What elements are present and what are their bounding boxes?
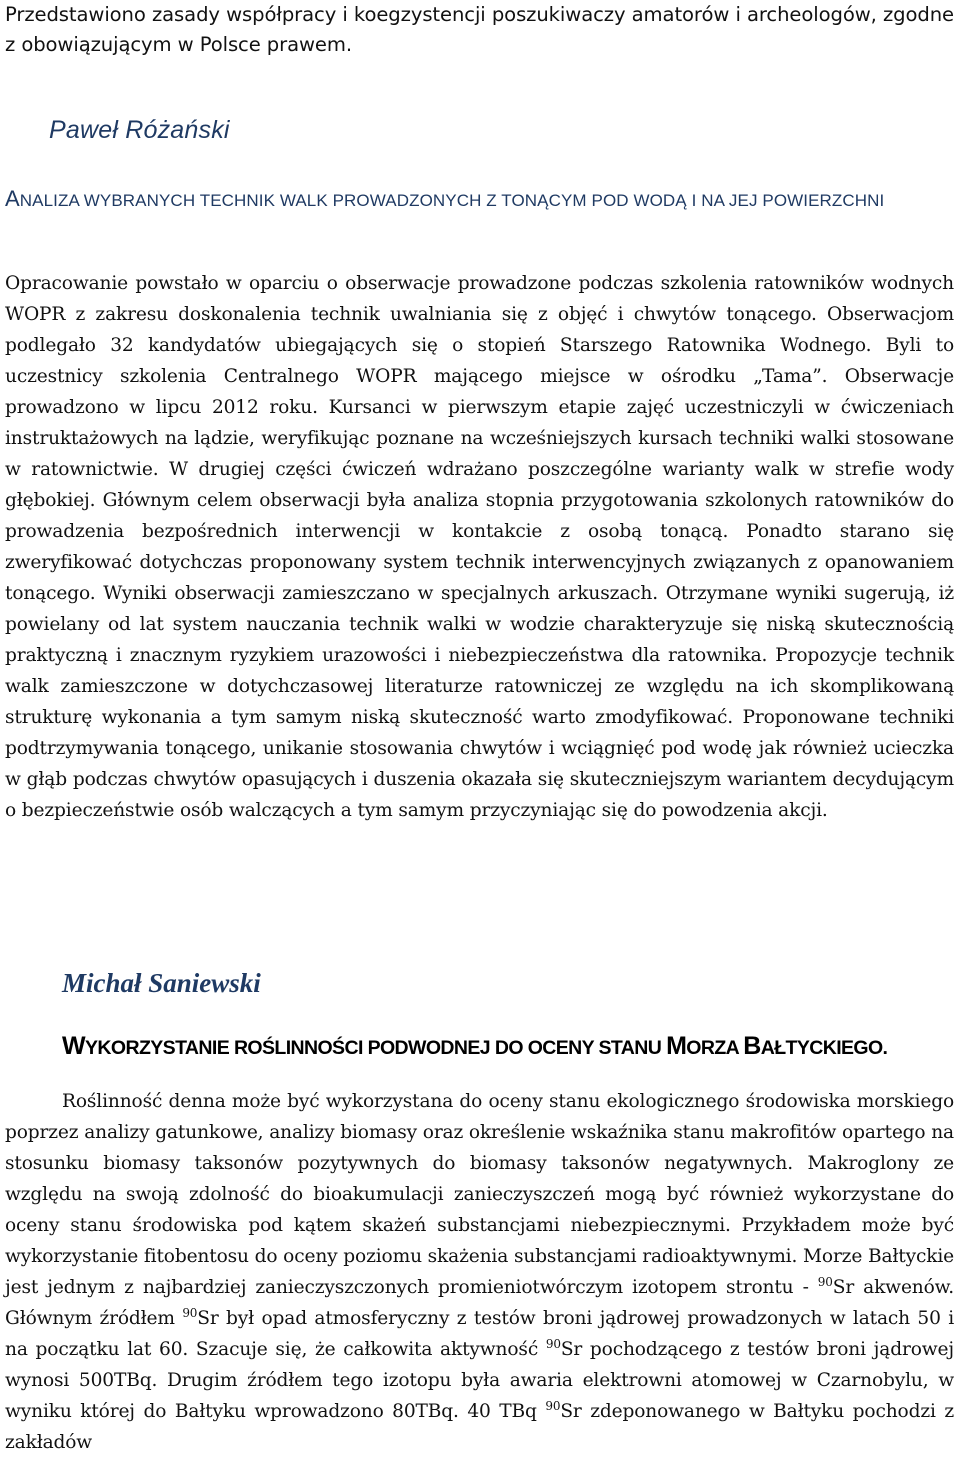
- abstract-text-segment: Sr akwenów. Głównym źródłem: [5, 1277, 954, 1329]
- article1-title-rest: NALIZA WYBRANYCH TECHNIK WALK PROWADZONYCH Z TONĄCYM POD WODĄ I NA JEJ POWIERZCHNI: [19, 191, 885, 210]
- isotope-superscript: 90: [182, 1306, 198, 1320]
- article1-title-initial: A: [5, 186, 20, 211]
- article2-title-part: B: [743, 1032, 761, 1060]
- article1-abstract: Opracowanie powstało w oparciu o obserwacje prowadzone podczas szkolenia ratowników wodnych WOPR z zakresu doskonalenia technik uwalniania się z objęć i chwytów tonącego. Obserwacjom podlegało 32 kandydatów ubiegających się o stopień Starszego Ratownika Wodnego. Byli to uczestnicy szkolenia Centralnego WOPR mającego miejsce w ośrodku „Tama”. Obserwacje prowadzono w lipcu 2012 roku. Kursanci w pierwszym etapie zajęć uczestniczyli w ćwiczeniach instruktażowych na lądzie, weryfikując poznane na wcześniejszych kursach techniki walki stosowane w ratownictwie. W drugiej części ćwiczeń wdrażano poszczególne warianty walk w strefie wody głębokiej. Głównym celem obserwacji była analiza stopnia przygotowania szkolonych ratowników do prowadzenia bezpośrednich interwencji w kontakcie z osobą tonącą. Ponadto starano się zweryfikować dotychczas proponowany system technik interwencyjnych związanych z opanowaniem tonącego. Wyniki obserwacji zamieszczano w specjalnych arkuszach. Otrzymane wyniki sugerują, iż powielany od lat system nauczania technik walki w wodzie charakteryzuje się niską skutecznością praktyczną i znacznym ryzykiem urazowości i niebezpieczeństwa dla ratownika. Propozycje technik walk zamieszczone w dotychczasowej literaturze ratowniczej ze względu na ich skomplikowaną strukturę wykonania a tym samym niską skuteczność warto zmodyfikować. Proponowane techniki podtrzymywania tonącego, unikanie stosowania chwytów i wciągnięć pod wodę jak również ucieczka w głąb podczas chwytów opasujących i duszenia okazała się skuteczniejszym wariantem decydującym o bezpieczeństwie osób walczących a tym samym przyczyniając się do powodzenia akcji.: [5, 273, 954, 821]
- article2-title-part: YKORZYSTANIE: [85, 1037, 234, 1059]
- article1-author: Paweł Różański: [49, 116, 230, 144]
- article2-abstract: [5, 1086, 954, 1458]
- article2-title-part: M: [666, 1032, 687, 1060]
- isotope-superscript: 90: [545, 1337, 561, 1351]
- intro-paragraph: Przedstawiono zasady współpracy i koegzystencji poszukiwaczy amatorów i archeologów, zgodne z obowiązującym w Polsce prawem.: [5, 3, 954, 56]
- abstract-text-segment: Sr był opad atmosferyczny z testów broni jądrowej prowadzonych w latach 50 i na początku lat 60. Szacuje się, że całkowita aktywność: [5, 1308, 954, 1360]
- article2-title: [62, 1032, 887, 1061]
- article2-title-part: ORZA: [686, 1037, 744, 1059]
- article2-author: Michał Saniewski: [62, 968, 261, 998]
- isotope-superscript: 90: [545, 1399, 561, 1413]
- abstract-text-segment: Sr zdeponowanego w Bałtyku pochodzi z zakładów: [5, 1401, 954, 1453]
- article2-title-part: AŁTYCKIEGO.: [760, 1037, 888, 1059]
- abstract-text-segment: Roślinność denna może być wykorzystana do oceny stanu ekologicznego środowiska morskiego poprzez analizy gatunkowe, analizy biomasy oraz określenie wskaźnika stanu makrofitów opartego na stosunku biomasy taksonów pozytywnych do biomasy taksonów negatywnych. Makroglony ze względu na swoją zdolność do bioakumulacji zanieczyszczeń mogą być również wykorzystane do oceny stanu środowiska pod kątem skażeń substancjami niebezpiecznymi. Przykładem może być wykorzystanie fitobentosu do oceny poziomu skażenia substancjami radioaktywnymi. Morze Bałtyckie jest jednym z najbardziej zanieczyszczonych promieniotwórczym izotopem strontu -: [5, 1091, 954, 1298]
- abstract-text-segment: Sr pochodzącego z testów broni jądrowej wynosi 500TBq. Drugim źródłem tego izotopu była awaria elektrowni atomowej w Czarnobylu, w wyniku której do Bałtyku wprowadzono 80TBq. 40 TBq: [5, 1339, 954, 1422]
- article2-title-part: W: [62, 1032, 85, 1060]
- article1-title: [5, 180, 954, 220]
- document-page: [5, 0, 954, 1453]
- isotope-superscript: 90: [817, 1275, 833, 1289]
- article2-title-part: ROŚLINNOŚCI PODWODNEJ DO OCENY STANU: [233, 1037, 667, 1059]
